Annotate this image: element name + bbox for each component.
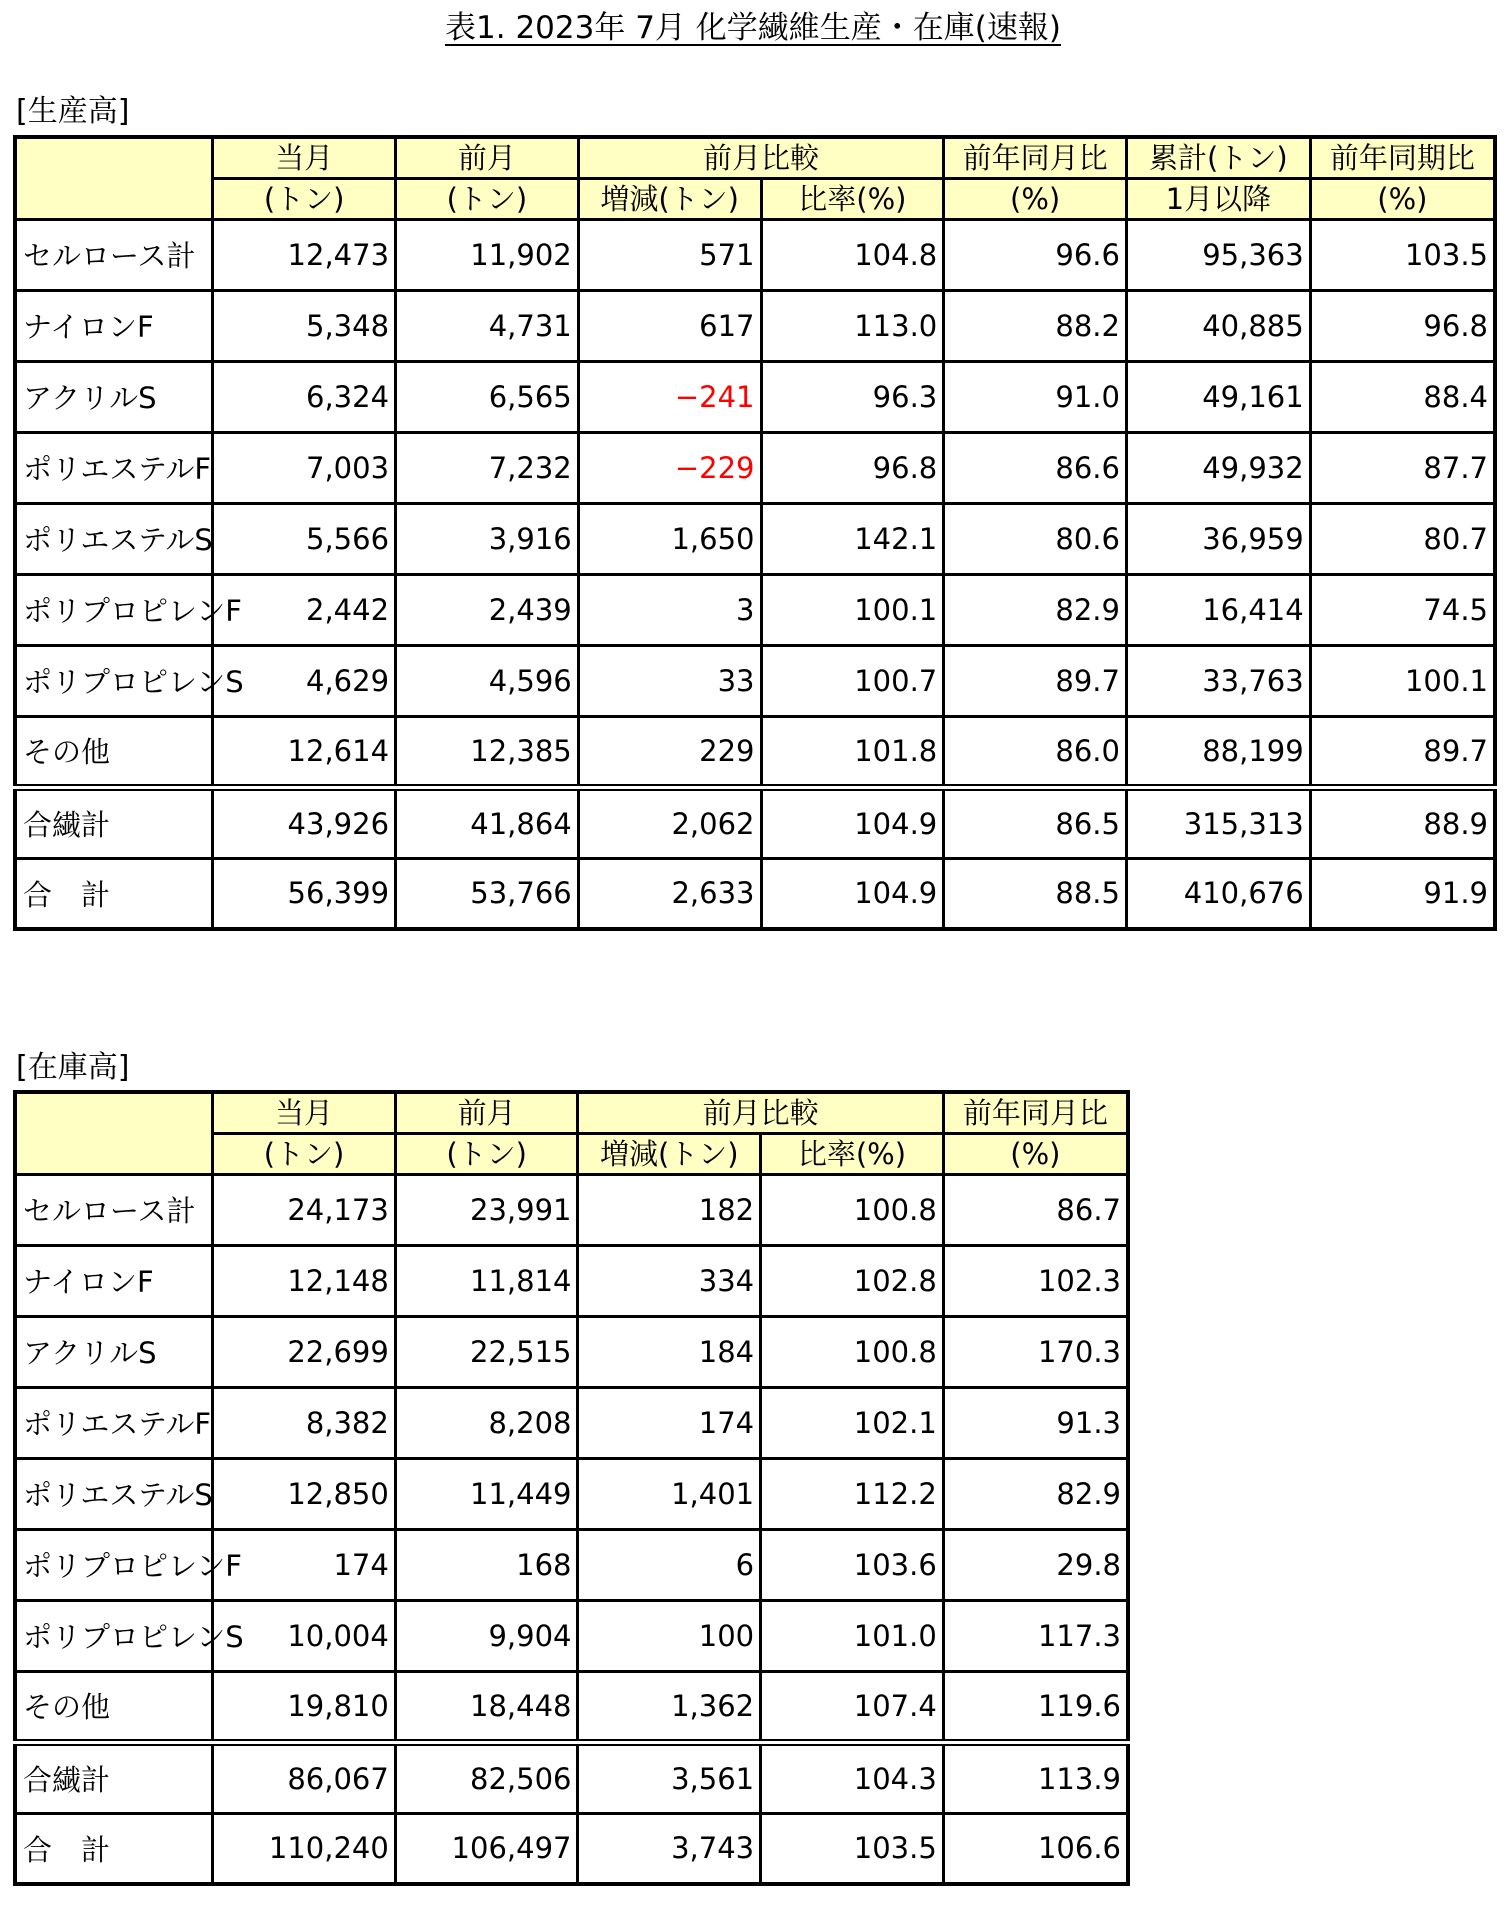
cell-current: 24,173 <box>213 1174 396 1245</box>
cell-ytd-yoy: 88.9 <box>1310 787 1495 858</box>
table-row <box>15 1245 1128 1316</box>
table-row <box>15 1174 1128 1245</box>
cell-yoy: 86.7 <box>943 1174 1128 1245</box>
cell-ytd-yoy: 100.1 <box>1310 645 1495 716</box>
table-row <box>15 574 1495 645</box>
cell-diff-negative: −229 <box>578 432 761 503</box>
cell-prev: 11,902 <box>396 219 579 290</box>
cell-prev: 4,596 <box>396 645 579 716</box>
cell-current: 22,699 <box>213 1316 396 1387</box>
cell-current: 12,148 <box>213 1245 396 1316</box>
cell-ytd-yoy: 91.9 <box>1310 858 1495 929</box>
cell-prev: 53,766 <box>396 858 579 929</box>
table-row <box>15 1600 1128 1671</box>
header-prev-month-unit: (トン) <box>396 178 579 219</box>
cell-yoy: 89.7 <box>944 645 1127 716</box>
cell-prev: 41,864 <box>396 787 579 858</box>
cell-ratio: 112.2 <box>761 1458 944 1529</box>
header-cumulative-sub: 1月以降 <box>1126 178 1310 219</box>
row-label: ポリエステルS <box>15 503 213 574</box>
header-prev-month-unit: (トン) <box>395 1133 578 1174</box>
cell-current: 19,810 <box>213 1671 396 1742</box>
cell-prev: 9,904 <box>395 1600 578 1671</box>
table-row <box>15 716 1495 787</box>
cell-diff: 184 <box>578 1316 761 1387</box>
cell-diff: 334 <box>578 1245 761 1316</box>
row-label: 合 計 <box>15 858 213 929</box>
header-comparison: 前月比較 <box>578 1092 943 1133</box>
row-label: ポリエステルF <box>15 1387 213 1458</box>
cell-cumulative: 49,932 <box>1126 432 1310 503</box>
cell-ratio: 100.1 <box>761 574 944 645</box>
cell-yoy: 117.3 <box>943 1600 1128 1671</box>
table-row <box>15 1529 1128 1600</box>
cell-diff: 33 <box>578 645 761 716</box>
inventory-section-label: [在庫高] <box>16 1050 130 1085</box>
row-label: アクリルS <box>15 1316 213 1387</box>
header-yoy-unit: (%) <box>943 1133 1128 1174</box>
cell-current: 5,348 <box>213 290 396 361</box>
cell-prev: 6,565 <box>396 361 579 432</box>
cell-ratio: 100.8 <box>761 1174 944 1245</box>
row-label: ナイロンF <box>15 1245 213 1316</box>
cell-prev: 7,232 <box>396 432 579 503</box>
cell-prev: 8,208 <box>395 1387 578 1458</box>
row-label: アクリルS <box>15 361 213 432</box>
row-label: ポリプロピレンS <box>15 1600 213 1671</box>
cell-diff: 1,650 <box>578 503 761 574</box>
cell-ratio: 101.8 <box>761 716 944 787</box>
production-section-label: [生産高] <box>16 94 130 129</box>
cell-yoy: 82.9 <box>944 574 1127 645</box>
cell-yoy: 106.6 <box>943 1813 1128 1884</box>
cell-ratio: 100.8 <box>761 1316 944 1387</box>
cell-ytd-yoy: 87.7 <box>1310 432 1495 503</box>
cell-diff: 182 <box>578 1174 761 1245</box>
row-label: ナイロンF <box>15 290 213 361</box>
table-row <box>15 290 1495 361</box>
cell-cumulative: 315,313 <box>1126 787 1310 858</box>
cell-prev: 2,439 <box>396 574 579 645</box>
cell-ratio: 102.1 <box>761 1387 944 1458</box>
cell-cumulative: 410,676 <box>1126 858 1310 929</box>
header-diff: 増減(トン) <box>578 178 761 219</box>
cell-diff: 1,401 <box>578 1458 761 1529</box>
table-row <box>15 1316 1128 1387</box>
cell-diff: 229 <box>578 716 761 787</box>
header-diff: 増減(トン) <box>578 1133 761 1174</box>
cell-ratio: 96.8 <box>761 432 944 503</box>
cell-prev: 4,731 <box>396 290 579 361</box>
header-blank <box>15 1092 213 1174</box>
header-ytd-yoy: 前年同期比 <box>1310 137 1495 178</box>
header-ytd-yoy-unit: (%) <box>1310 178 1495 219</box>
cell-ratio: 102.8 <box>761 1245 944 1316</box>
cell-current: 12,614 <box>213 716 396 787</box>
cell-diff-negative: −241 <box>578 361 761 432</box>
table-row <box>15 361 1495 432</box>
cell-yoy: 29.8 <box>943 1529 1128 1600</box>
cell-yoy: 82.9 <box>943 1458 1128 1529</box>
cell-diff: 3,743 <box>578 1813 761 1884</box>
table-row <box>15 432 1495 503</box>
header-ratio: 比率(%) <box>761 1133 944 1174</box>
row-label: ポリプロピレンF <box>15 1529 213 1600</box>
cell-prev: 3,916 <box>396 503 579 574</box>
header-ratio: 比率(%) <box>761 178 944 219</box>
cell-prev: 11,814 <box>395 1245 578 1316</box>
cell-cumulative: 40,885 <box>1126 290 1310 361</box>
cell-ratio: 107.4 <box>761 1671 944 1742</box>
cell-yoy: 96.6 <box>944 219 1127 290</box>
cell-prev: 106,497 <box>395 1813 578 1884</box>
cell-yoy: 102.3 <box>943 1245 1128 1316</box>
cell-ratio: 113.0 <box>761 290 944 361</box>
row-label: セルロース計 <box>15 1174 213 1245</box>
cell-yoy: 88.2 <box>944 290 1127 361</box>
cell-yoy: 170.3 <box>943 1316 1128 1387</box>
production-table <box>13 135 1497 931</box>
cell-cumulative: 36,959 <box>1126 503 1310 574</box>
cell-ytd-yoy: 96.8 <box>1310 290 1495 361</box>
cell-yoy: 113.9 <box>943 1742 1128 1813</box>
header-prev-month: 前月 <box>395 1092 578 1133</box>
cell-prev: 23,991 <box>395 1174 578 1245</box>
table-row-subtotal <box>15 1742 1128 1813</box>
cell-diff: 100 <box>578 1600 761 1671</box>
cell-current: 86,067 <box>213 1742 396 1813</box>
cell-ytd-yoy: 74.5 <box>1310 574 1495 645</box>
cell-diff: 617 <box>578 290 761 361</box>
table-row <box>15 219 1495 290</box>
cell-prev: 22,515 <box>395 1316 578 1387</box>
cell-yoy: 88.5 <box>944 858 1127 929</box>
table-row <box>15 503 1495 574</box>
cell-ratio: 101.0 <box>761 1600 944 1671</box>
cell-ratio: 104.9 <box>761 787 944 858</box>
cell-ratio: 103.5 <box>761 1813 944 1884</box>
row-label: 合繊計 <box>15 1742 213 1813</box>
cell-current: 7,003 <box>213 432 396 503</box>
row-label: 合繊計 <box>15 787 213 858</box>
header-current-month-unit: (トン) <box>213 178 396 219</box>
header-blank <box>15 137 213 219</box>
header-current-month-unit: (トン) <box>213 1133 396 1174</box>
row-label: ポリプロピレンS <box>15 645 213 716</box>
cell-cumulative: 16,414 <box>1126 574 1310 645</box>
cell-prev: 168 <box>395 1529 578 1600</box>
table-row <box>15 645 1495 716</box>
cell-ratio: 104.8 <box>761 219 944 290</box>
table-row <box>15 1458 1128 1529</box>
row-label: セルロース計 <box>15 219 213 290</box>
header-yoy: 前年同月比 <box>943 1092 1128 1133</box>
row-label: ポリエステルS <box>15 1458 213 1529</box>
cell-ratio: 104.9 <box>761 858 944 929</box>
cell-current: 5,566 <box>213 503 396 574</box>
cell-current: 2,442 <box>213 574 396 645</box>
cell-current: 43,926 <box>213 787 396 858</box>
cell-ratio: 103.6 <box>761 1529 944 1600</box>
cell-current: 8,382 <box>213 1387 396 1458</box>
table-row-total <box>15 1813 1128 1884</box>
cell-ytd-yoy: 80.7 <box>1310 503 1495 574</box>
table-row-total <box>15 858 1495 929</box>
cell-current: 174 <box>213 1529 396 1600</box>
header-prev-month: 前月 <box>396 137 579 178</box>
cell-ytd-yoy: 103.5 <box>1310 219 1495 290</box>
cell-ratio: 100.7 <box>761 645 944 716</box>
row-label: その他 <box>15 716 213 787</box>
row-label: 合 計 <box>15 1813 213 1884</box>
cell-diff: 1,362 <box>578 1671 761 1742</box>
cell-current: 6,324 <box>213 361 396 432</box>
cell-yoy: 86.0 <box>944 716 1127 787</box>
cell-cumulative: 95,363 <box>1126 219 1310 290</box>
cell-diff: 2,633 <box>578 858 761 929</box>
cell-yoy: 91.3 <box>943 1387 1128 1458</box>
header-yoy-unit: (%) <box>944 178 1127 219</box>
cell-yoy: 91.0 <box>944 361 1127 432</box>
row-label: ポリプロピレンF <box>15 574 213 645</box>
cell-prev: 12,385 <box>396 716 579 787</box>
row-label: その他 <box>15 1671 213 1742</box>
cell-diff: 3,561 <box>578 1742 761 1813</box>
cell-diff: 2,062 <box>578 787 761 858</box>
table-row-subtotal <box>15 787 1495 858</box>
cell-ytd-yoy: 88.4 <box>1310 361 1495 432</box>
table-row <box>15 1671 1128 1742</box>
cell-cumulative: 49,161 <box>1126 361 1310 432</box>
cell-diff: 571 <box>578 219 761 290</box>
header-comparison: 前月比較 <box>578 137 943 178</box>
inventory-table <box>13 1090 1130 1886</box>
cell-yoy: 119.6 <box>943 1671 1128 1742</box>
cell-cumulative: 33,763 <box>1126 645 1310 716</box>
cell-current: 10,004 <box>213 1600 396 1671</box>
cell-prev: 11,449 <box>395 1458 578 1529</box>
cell-current: 56,399 <box>213 858 396 929</box>
cell-current: 12,850 <box>213 1458 396 1529</box>
cell-yoy: 86.6 <box>944 432 1127 503</box>
cell-yoy: 80.6 <box>944 503 1127 574</box>
header-current-month: 当月 <box>213 137 396 178</box>
cell-yoy: 86.5 <box>944 787 1127 858</box>
cell-ratio: 104.3 <box>761 1742 944 1813</box>
header-cumulative: 累計(トン) <box>1126 137 1310 178</box>
cell-ratio: 142.1 <box>761 503 944 574</box>
cell-ratio: 96.3 <box>761 361 944 432</box>
table-row <box>15 1387 1128 1458</box>
header-yoy: 前年同月比 <box>944 137 1127 178</box>
cell-diff: 6 <box>578 1529 761 1600</box>
cell-current: 12,473 <box>213 219 396 290</box>
cell-prev: 82,506 <box>395 1742 578 1813</box>
cell-cumulative: 88,199 <box>1126 716 1310 787</box>
page-title: 表1. 2023年 7月 化学繊維生産・在庫(速報) <box>445 10 1061 46</box>
cell-prev: 18,448 <box>395 1671 578 1742</box>
cell-diff: 174 <box>578 1387 761 1458</box>
cell-ytd-yoy: 89.7 <box>1310 716 1495 787</box>
row-label: ポリエステルF <box>15 432 213 503</box>
cell-diff: 3 <box>578 574 761 645</box>
cell-current: 110,240 <box>213 1813 396 1884</box>
cell-current: 4,629 <box>213 645 396 716</box>
header-current-month: 当月 <box>213 1092 396 1133</box>
